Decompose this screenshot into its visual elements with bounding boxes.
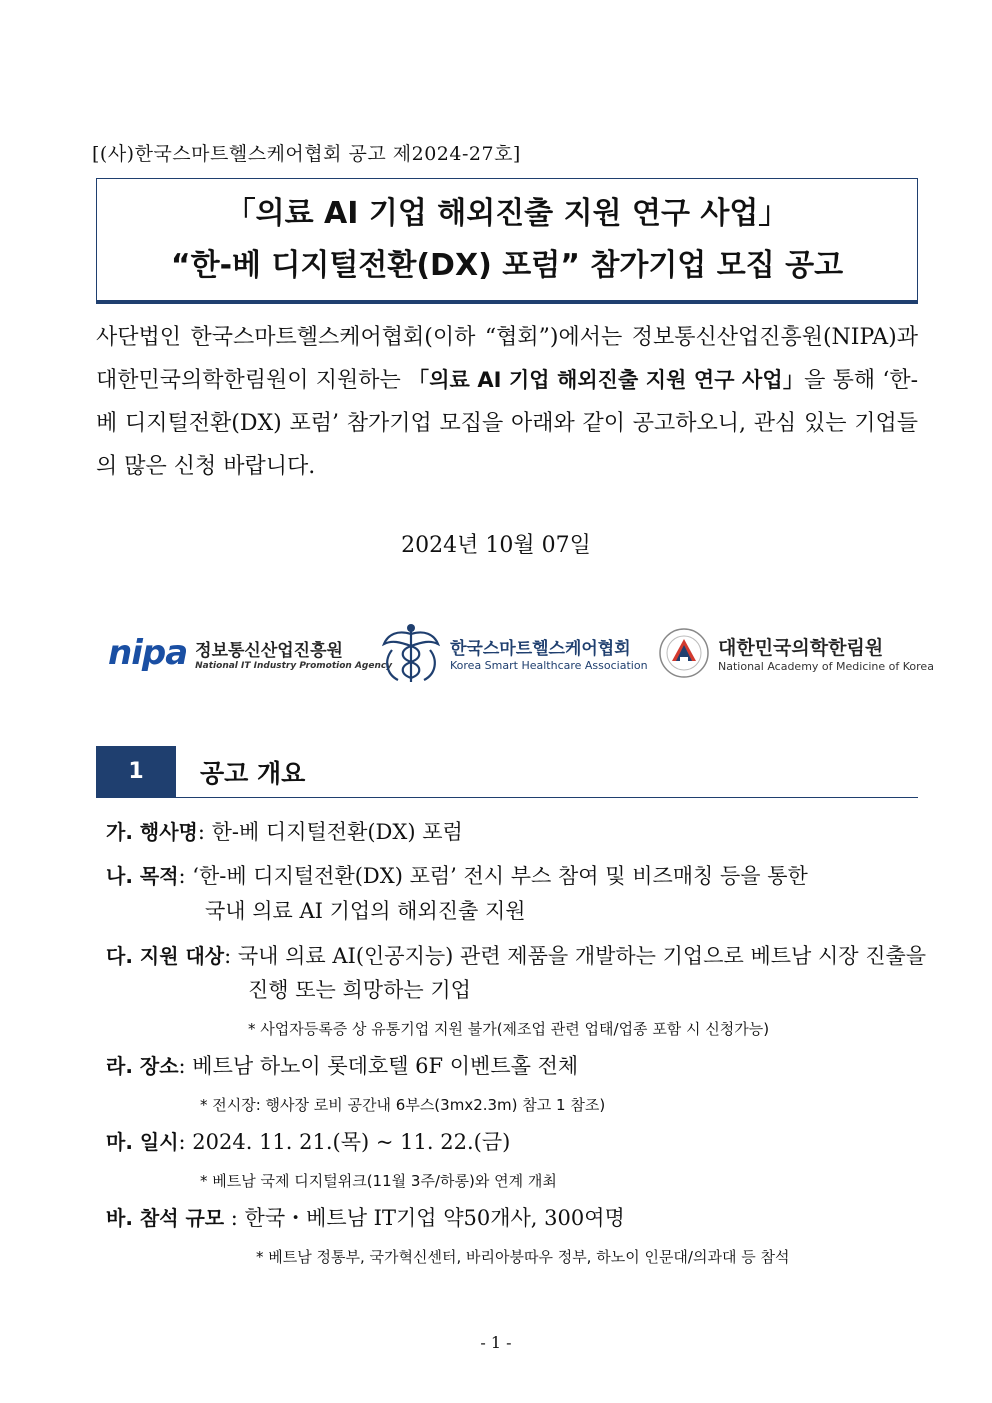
intro-paragraph: [96, 316, 918, 488]
nipa-korean-name: 정보통신산업진흥원: [195, 640, 343, 661]
caduceus-icon: [378, 620, 444, 686]
item-event-name: [106, 814, 463, 850]
namok-english-name: National Academy of Medicine of Korea: [718, 660, 934, 673]
title-box: [96, 178, 918, 304]
intro-text-1: 사단법인 한국스마트헬스케어협회(이하 “협회”)에서는 정보통신산업진흥원(NIPA)과 대한민국의학한림원이 지원하는: [96, 325, 918, 393]
item-attendance: [106, 1200, 625, 1236]
item-venue: [106, 1048, 578, 1084]
logo-bar: [108, 618, 934, 688]
item-purpose: [106, 858, 808, 894]
namok-korean-name: 대한민국의학한림원: [718, 637, 884, 659]
item-venue-note: * 전시장: 행사장 로비 공간내 6부스(3mx2.3m) 참고 1 참조): [200, 1096, 606, 1114]
item-value: : 한-베 디지털전환(DX) 포럼: [197, 820, 463, 844]
item-target: [106, 938, 926, 974]
kshca-logo: [378, 618, 648, 688]
kshca-korean-name: 한국스마트헬스케어협회: [450, 639, 631, 659]
section-header: [96, 746, 918, 798]
item-label: 마. 일시: [106, 1130, 179, 1154]
section-number: 1: [96, 746, 176, 797]
item-value: : 국내 의료 AI(인공지능) 관련 제품을 개발하는 기업으로 베트남 시장 진출을: [224, 944, 927, 968]
academy-seal-icon: [658, 627, 710, 679]
item-value: : 2024. 11. 21.(목) ~ 11. 22.(금): [178, 1130, 511, 1154]
nipa-logo: [108, 618, 392, 688]
item-target-note: * 사업자등록증 상 유통기업 지원 불가(제조업 관련 업태/업종 포함 시 신청가능): [248, 1020, 770, 1038]
item-schedule: [106, 1124, 510, 1160]
item-value: : ‘한-베 디지털전환(DX) 포럼’ 전시 부스 참여 및 비즈매칭 등을 통한: [178, 864, 808, 888]
item-label: 바. 참석 규모: [106, 1206, 225, 1230]
nipa-mark: nipa: [108, 633, 188, 673]
namok-logo: [658, 618, 934, 688]
page-number: - 1 -: [480, 1333, 512, 1352]
item-attendance-note: * 베트남 정통부, 국가혁신센터, 바리아붕따우 정부, 하노이 인문대/의과대 등 참석: [256, 1248, 790, 1266]
nipa-english-name: National IT Industry Promotion Agency: [195, 660, 393, 671]
item-value: : 베트남 하노이 롯데호텔 6F 이벤트홀 전체: [178, 1054, 579, 1078]
item-value: : 한국・베트남 IT기업 약50개사, 300여명: [224, 1206, 625, 1230]
kshca-english-name: Korea Smart Healthcare Association: [450, 659, 648, 672]
title-line-1: 「의료 AI 기업 해외진출 지원 연구 사업」: [225, 195, 789, 231]
intro-text-2: 을 통해 ‘한-베 디지털전환(DX) 포럼’ 참가기업 모집을 아래와 같이 공고하오니, 관심 있는 기업들의 많은 신청 바랍니다.: [96, 368, 919, 479]
title-line-2: “한-베 디지털전환(DX) 포럼” 참가기업 모집 공고: [170, 247, 844, 283]
item-target-cont: 진행 또는 희망하는 기업: [248, 978, 471, 1002]
item-label: 다. 지원 대상: [106, 944, 225, 968]
notice-number: [(사)한국스마트헬스케어협회 공고 제2024-27호]: [92, 143, 521, 165]
item-label: 나. 목적: [106, 864, 179, 888]
section-title: 공고 개요: [200, 758, 306, 788]
item-label: 가. 행사명: [106, 820, 198, 844]
item-schedule-note: * 베트남 국제 디지털위크(11월 3주/하롱)와 연계 개최: [200, 1172, 557, 1190]
item-label: 라. 장소: [106, 1054, 179, 1078]
notice-date: 2024년 10월 07일: [401, 533, 591, 558]
item-purpose-cont: 국내 의료 AI 기업의 해외진출 지원: [205, 899, 526, 923]
intro-bold-project: 「의료 AI 기업 해외진출 지원 연구 사업」: [408, 368, 805, 392]
